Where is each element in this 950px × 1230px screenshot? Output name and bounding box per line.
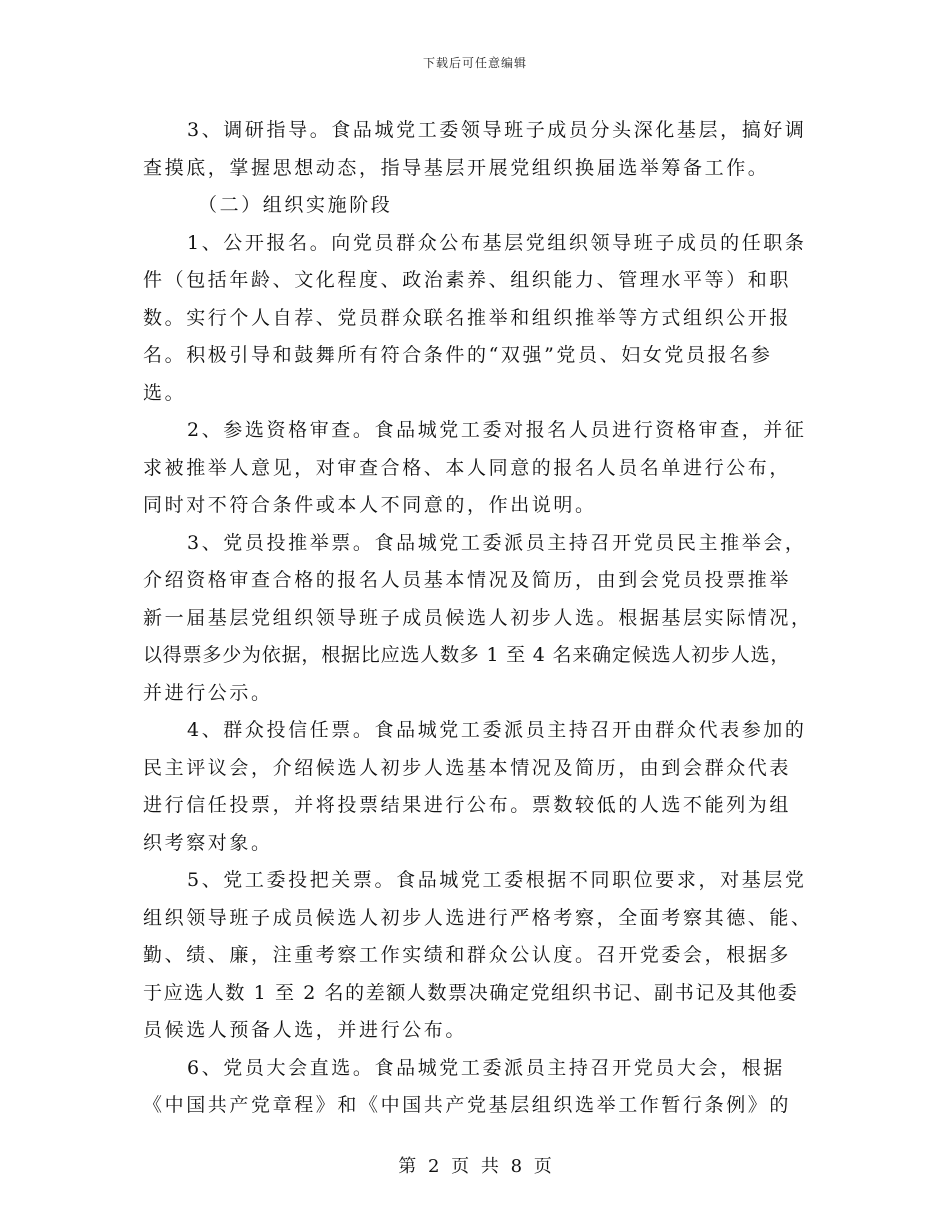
paragraph-line: 同时对不符合条件或本人不同意的，作出说明。 — [143, 494, 597, 516]
section-heading: （二）组织实施阶段 — [198, 194, 393, 216]
paragraph-line: 员候选人预备人选，并进行公布。 — [143, 1019, 468, 1041]
paragraph-line: 名。积极引导和鼓舞所有符合条件的“双强”党员、妇女党员报名参 — [143, 344, 773, 366]
paragraph-line: 数。实行个人自荐、党员群众联名推举和组织推举等方式组织公开报 — [143, 306, 792, 329]
paragraph-line: 于应选人数 1 至 2 名的差额人数票决确定党组织书记、副书记及其他委 — [143, 981, 799, 1004]
paragraph-line: 3、党员投推举票。食品城党工委派员主持召开党员民主推举会， — [187, 531, 807, 554]
paragraph-line: 勤、绩、廉，注重考察工作实绩和群众公认度。召开党委会，根据多 — [143, 944, 792, 966]
document-body — [143, 112, 833, 1125]
paragraph-line: 进行信任投票，并将投票结果进行公布。票数较低的人选不能列为组 — [143, 794, 792, 816]
paragraph-line: 1、公开报名。向党员群众公布基层党组织领导班子成员的任职条 — [187, 231, 807, 254]
paragraph-line: 4、群众投信任票。食品城党工委派员主持召开由群众代表参加的 — [187, 719, 807, 741]
paragraph-line: 求被推举人意见，对审查合格、本人同意的报名人员名单进行公布， — [143, 456, 792, 479]
paragraph-line: 件（包括年龄、文化程度、政治素养、组织能力、管理水平等）和职 — [143, 269, 792, 291]
paragraph-line: 查摸底，掌握思想动态，指导基层开展党组织换届选举筹备工作。 — [143, 156, 770, 179]
paragraph-line: 并进行公示。 — [143, 681, 273, 704]
paragraph-line: 织考察对象。 — [143, 831, 273, 854]
paragraph-line: 5、党工委投把关票。食品城党工委根据不同职位要求，对基层党 — [187, 869, 807, 891]
page-header: 下载后可任意编辑 — [422, 56, 527, 70]
paragraph-line: 新一届基层党组织领导班子成员候选人初步人选。根据基层实际情况， — [143, 606, 813, 629]
paragraph-line: 介绍资格审查合格的报名人员基本情况及简历，由到会党员投票推举 — [143, 569, 792, 591]
paragraph-line: 2、参选资格审查。食品城党工委对报名人员进行资格审查，并征 — [187, 419, 807, 441]
paragraph-line: 6、党员大会直选。食品城党工委派员主持召开党员大会，根据 — [187, 1056, 785, 1079]
paragraph-line: 《中国共产党章程》和《中国共产党基层组织选举工作暂行条例》的 — [143, 1094, 792, 1116]
paragraph-line: 3、调研指导。食品城党工委领导班子成员分头深化基层，搞好调 — [187, 119, 807, 141]
paragraph-line: 以得票多少为依据，根据比应选人数多 1 至 4 名来确定候选人初步人选， — [143, 644, 791, 666]
paragraph-line: 组织领导班子成员候选人初步人选进行严格考察，全面考察其德、能、 — [143, 906, 813, 929]
page-number-footer: 第 2 页 共 8 页 — [398, 1156, 552, 1177]
paragraph-line: 选。 — [143, 381, 187, 404]
paragraph-line: 民主评议会，介绍候选人初步人选基本情况及简历，由到会群众代表 — [143, 756, 792, 779]
